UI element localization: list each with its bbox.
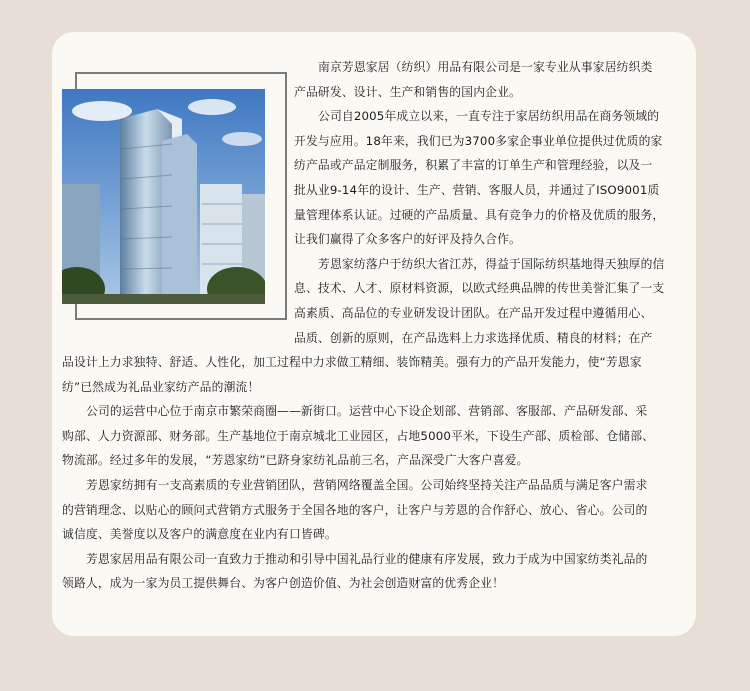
body-text-block [62,350,654,596]
text-line: 批从业9-14年的设计、生产、营销、客服人员，并通过了ISO9001质 [294,182,660,197]
text-line: 购部、人力资源部、财务部。生产基地位于南京城北工业园区，占地5000平米，下设生产部、质检部、仓储部、 [62,428,655,443]
text-line: 品设计上力求独特、舒适、人性化，加工过程中力求做工精细、装饰精美。强有力的产品开发能力，使“芳恩家 [62,355,642,369]
text-line: 芳恩家居用品有限公司一直致力于推动和引导中国礼品行业的健康有序发展，致力于成为中国家纺类礼品的 [86,551,648,566]
text-line: 高素质、高品位的专业研发设计团队。在产品开发过程中遵循用心、 [294,305,653,320]
text-line: 物流部。经过多年的发展，“芳恩家纺”已跻身家纺礼品前三名，产品深受广大客户喜爱。 [62,453,529,468]
intro-text-block [294,55,664,350]
text-line: 量管理体系认证。过硬的产品质量、具有竞争力的价格及优质的服务， [294,207,665,222]
text-line: 开发与应用。18年来，我们已为3700多家企事业单位提供过优质的家 [294,133,663,148]
text-line: 让我们赢得了众多客户的好评及持久合作。 [294,232,521,247]
text-line: 纺”已然成为礼品业家纺产品的潮流！ [62,379,260,394]
text-line: 诚信度、美誉度以及客户的满意度在业内有口皆碑。 [62,527,337,542]
office-tower-photo [62,89,265,304]
text-line: 产品研发、设计、生产和销售的国内企业。 [294,84,521,99]
text-line: 领路人，成为一家为员工提供舞台、为客户创造价值、为社会创造财富的优秀企业！ [62,576,505,591]
text-line: 息、技术、人才、原材料资源，以欧式经典品牌的传世美誉汇集了一支 [294,281,665,296]
text-line: 公司自2005年成立以来，一直专注于家居纺织用品在商务领域的 [318,109,660,124]
text-line: 的营销理念、以贴心的顾问式营销方式服务于全国各地的客户，让客户与芳恩的合作舒心、放心、省心。公司的 [62,502,648,517]
text-line: 公司的运营中心位于南京市繁荣商圈——新街口。运营中心下设企划部、营销部、客服部、产品研发部、采 [86,404,648,419]
text-line: 纺产品或产品定制服务，积累了丰富的订单生产和管理经验，以及一 [294,158,653,173]
text-line: 南京芳恩家居（纺织）用品有限公司是一家专业从事家居纺织类 [318,60,653,74]
text-line: 芳恩家纺拥有一支高素质的专业营销团队，营销网络覆盖全国。公司始终坚持关注产品品质与满足客户需求 [86,477,648,492]
text-line: 芳恩家纺落户于纺织大省江苏，得益于国际纺织基地得天独厚的信 [318,256,665,271]
text-line: 品质、创新的原则，在产品选料上力求选择优质、精良的材料；在产 [294,330,653,345]
